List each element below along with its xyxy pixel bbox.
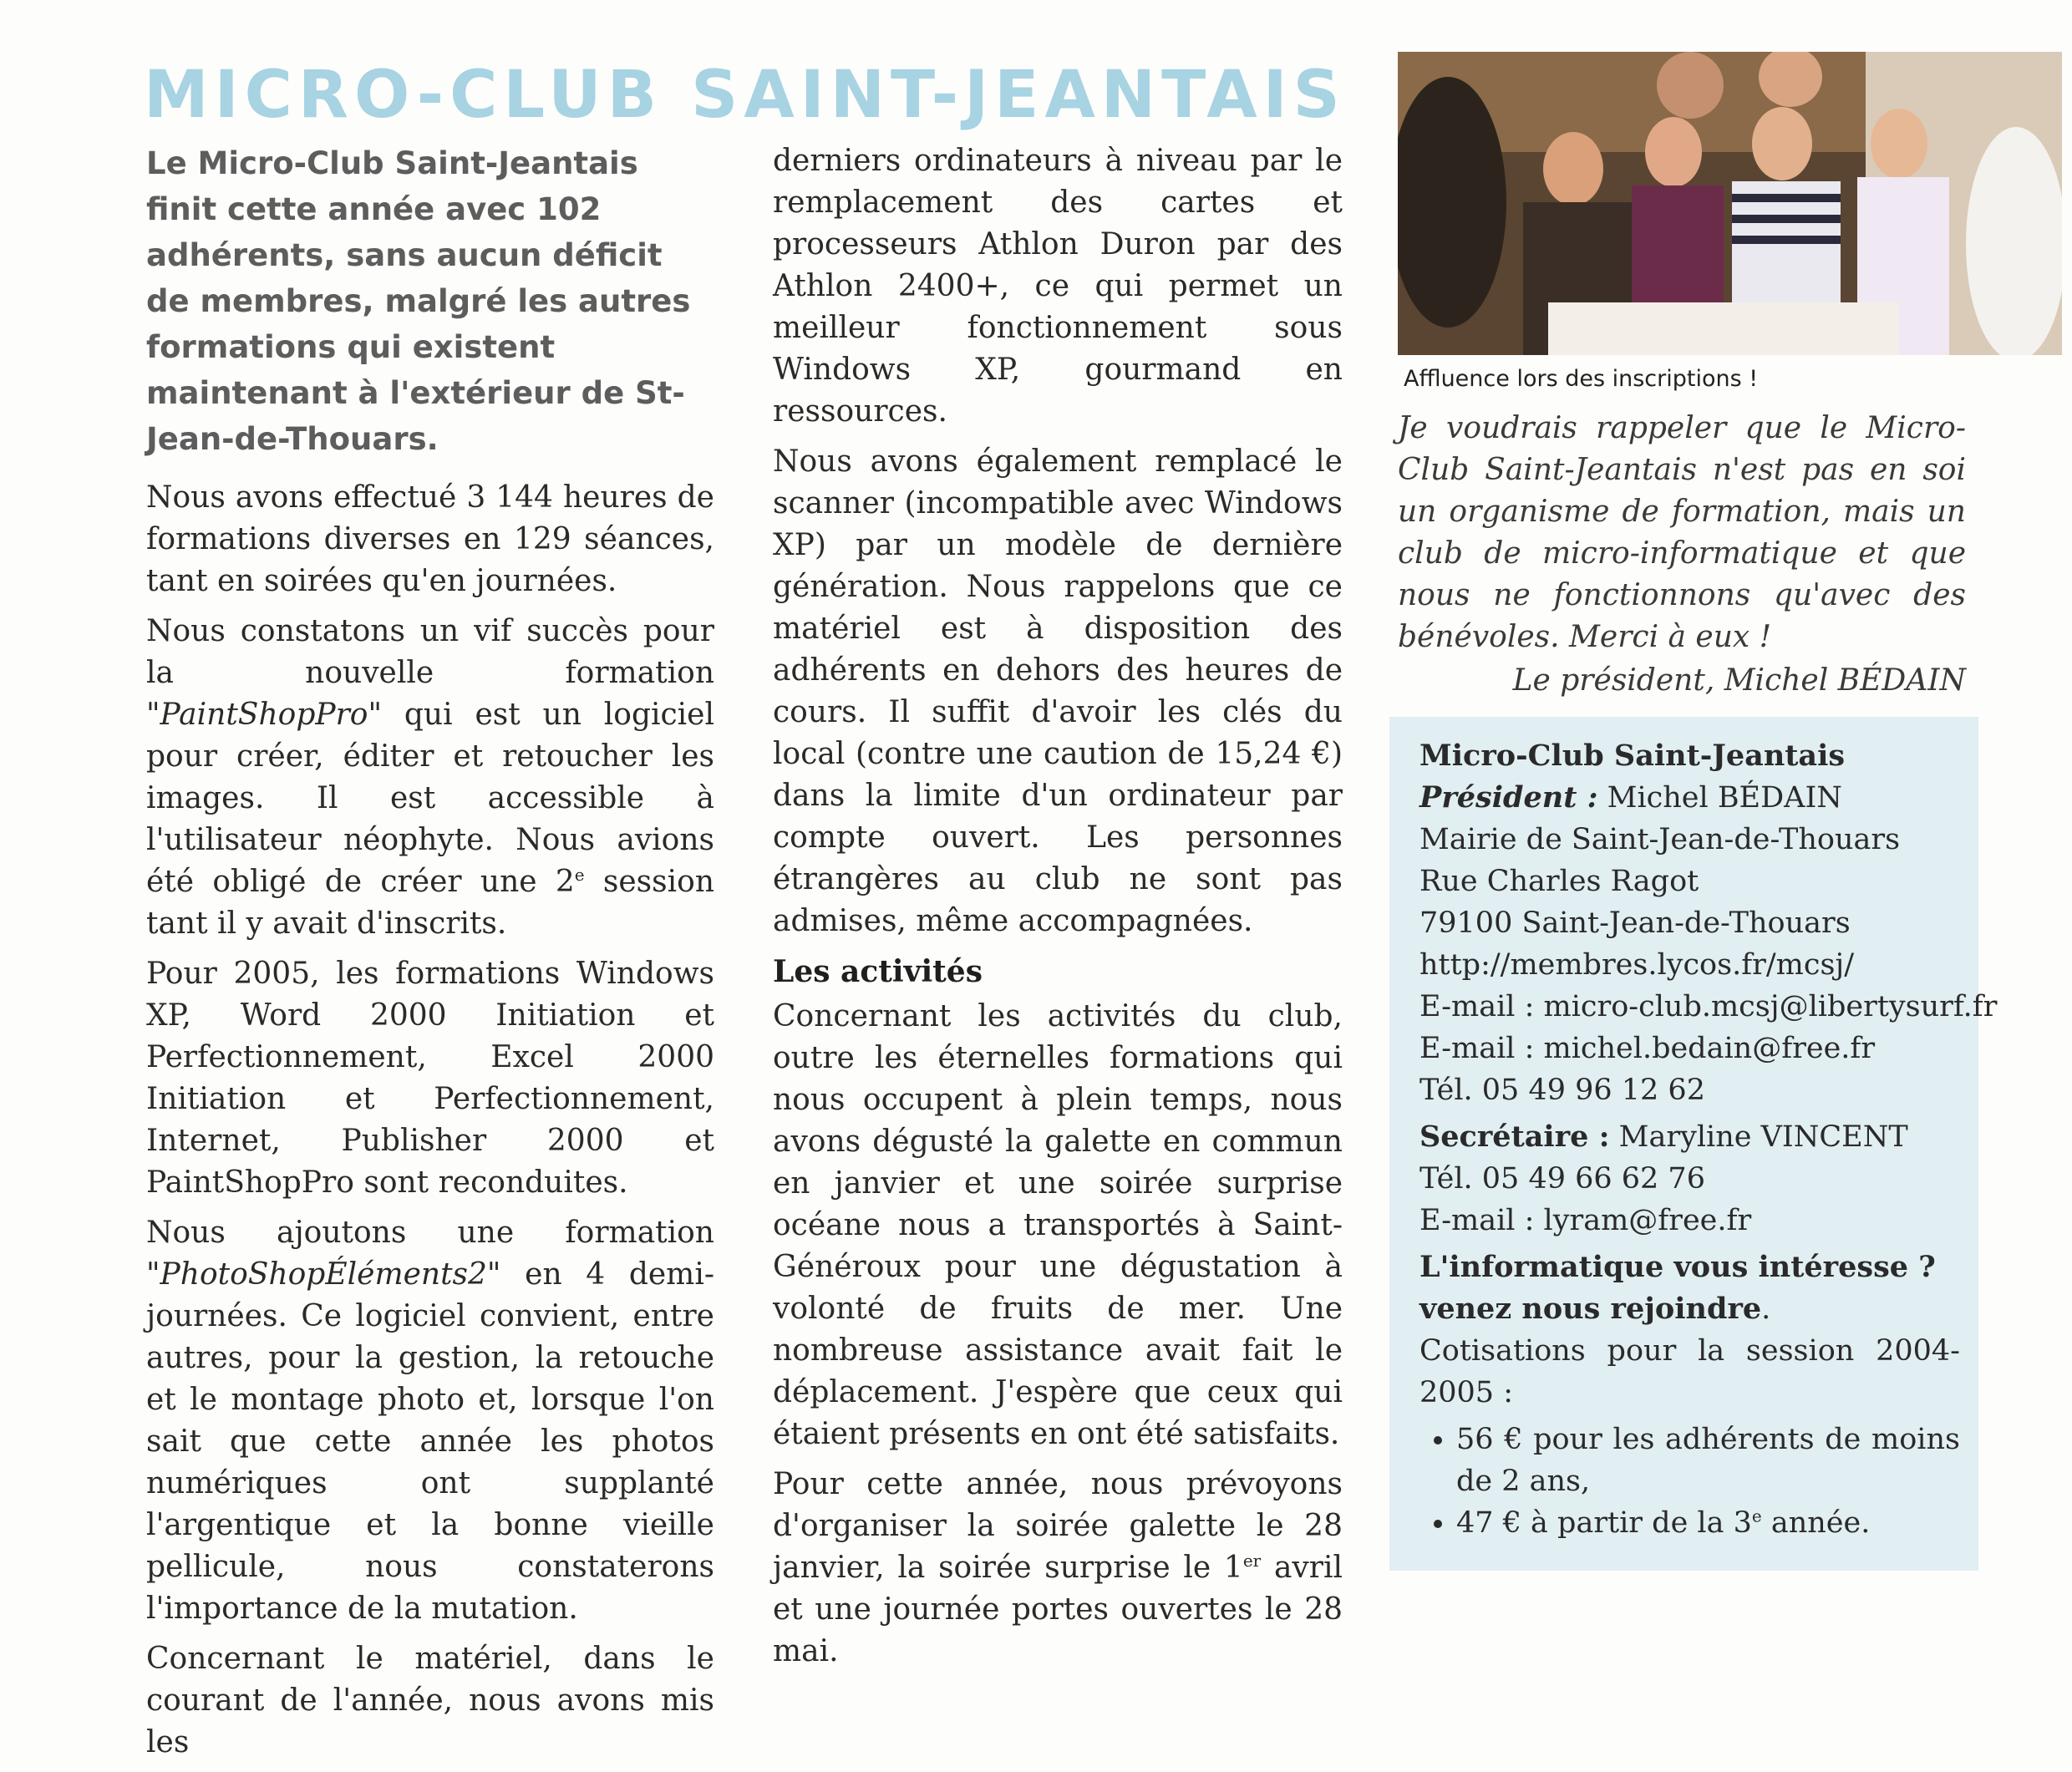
text-run: Pour cette année, nous prévoyons d'organiser la soirée galette le 28 janvier, la soirée surprise le 1	[773, 1467, 1343, 1585]
photo-caption: Affluence lors des inscriptions !	[1404, 366, 1759, 392]
subheading-activites: Les activités	[773, 954, 983, 989]
website-url[interactable]: http://membres.lycos.fr/mcsj/	[1419, 948, 1855, 982]
cta-text: L'informatique vous intéresse ? venez nous rejoindre	[1419, 1250, 1936, 1326]
paragraph-prevision	[773, 1464, 1343, 1673]
column-middle	[773, 140, 1343, 1681]
address-line-1: Mairie de Saint-Jean-de-Thouars	[1419, 823, 1901, 856]
paragraph-photoshop	[146, 1212, 714, 1630]
join-call-to-action	[1419, 1246, 1960, 1330]
superscript: e	[574, 865, 585, 885]
text-run: Nous ajoutons une formation	[146, 1216, 714, 1250]
cotisation-item	[1456, 1502, 1960, 1544]
article-title: MICRO-CLUB SAINT-JEANTAIS	[144, 58, 1346, 133]
phone-president: Tél. 05 49 96 12 62	[1419, 1074, 1705, 1107]
cotisation-item: • 56 € pour les adhérents de moins de 2 ans,	[1456, 1419, 1960, 1502]
contact-info-box	[1389, 717, 1998, 1571]
cotisations-list	[1419, 1419, 1960, 1544]
lead-paragraph: Le Micro-Club Saint-Jeantais finit cette année avec 102 adhérents, sans aucun déficit de membres, malgré les autres formations qui existent maintenant à l'extérieur de St-Jean-de-Thouars.	[146, 145, 691, 457]
paragraph-paintshoppro	[146, 611, 714, 945]
text-run: en 4 demi-journées. Ce logiciel convient, entre autres, pour la gestion, la retouche et le montage photo et, lorsque l'on sait que cette année les photos numériques ont supplanté l'argentique et la bonne vieille pellicule, nous constaterons l'importance de la mutation.	[146, 1257, 714, 1626]
superscript: er	[1242, 1551, 1262, 1571]
address-line-3: 79100 Saint-Jean-de-Thouars	[1419, 906, 1851, 940]
president-label: Président :	[1419, 780, 1598, 815]
secretary-name: Maryline VINCENT	[1609, 1120, 1908, 1154]
paragraph-activites: Concernant les activités du club, outre les éternelles formations qui nous occupent à plein temps, nous avons dégusté la galette en commun en janvier et une soirée surprise océane nous a transportés à Saint-Généroux pour une dégustation à volonté de fruits de mer. Une nombreuse assistance avait fait le déplacement. J'espère que ceux qui étaient présents en ont été satisfaits.	[773, 999, 1343, 1451]
address-line-2: Rue Charles Ragot	[1419, 865, 1699, 898]
text-run: qui est un logiciel pour créer, éditer et retoucher les images. Il est accessible à l'utilisateur néophyte. Nous avions été obligé de créer une 2	[146, 698, 714, 899]
paragraph-materiel-cont: derniers ordinateurs à niveau par le remplacement des cartes et processeurs Athlon Duron par des Athlon 2400+, ce qui permet un meilleur fonctionnement sous Windows XP, gourmand en ressources.	[773, 144, 1343, 429]
president-line	[1419, 777, 1960, 819]
email-president[interactable]: E-mail : michel.bedain@free.fr	[1419, 1032, 1876, 1065]
inscriptions-photo	[1398, 52, 2062, 355]
email-secretary[interactable]: E-mail : lyram@free.fr	[1419, 1204, 1752, 1237]
cta-period: .	[1761, 1292, 1771, 1326]
text-run: Nous constatons un vif succès pour la nouvelle formation	[146, 614, 714, 690]
secretary-line	[1419, 1116, 1960, 1158]
text-run: session tant il y avait d'inscrits.	[146, 865, 715, 941]
superscript: e	[1751, 1505, 1762, 1526]
email-club[interactable]: E-mail : micro-club.mcsj@libertysurf.fr	[1419, 990, 1998, 1023]
president-name: Michel BÉDAIN	[1597, 781, 1842, 815]
phone-secretary: Tél. 05 49 66 62 76	[1419, 1162, 1705, 1196]
paragraph-scanner: Nous avons également remplacé le scanner (incompatible avec Windows XP) par un modèle de dernière génération. Nous rappelons que ce matériel est à disposition des adhérents en dehors des heures de cours. Il suffit d'avoir les clés du local (contre une caution de 15,24 €) dans la limite d'un ordinateur par compte ouvert. Les personnes étrangères au club ne sont pas admises, même accompagnées.	[773, 444, 1343, 938]
cotisations-intro: Cotisations pour la session 2004-2005 :	[1419, 1334, 1960, 1409]
president-signature: Le président, Michel BÉDAIN	[1512, 663, 1966, 698]
secretary-label: Secrétaire :	[1419, 1120, 1610, 1154]
software-name: "PhotoShopÉléments2"	[146, 1257, 501, 1292]
paragraph-formations-2005: Pour 2005, les formations Windows XP, Word 2000 Initiation et Perfectionnement, Excel 2000 Initiation et Perfectionnement, Internet, Publisher 2000 et PaintShopPro sont reconduites.	[146, 957, 714, 1200]
paragraph-materiel-start: Concernant le matériel, dans le courant de l'année, nous avons mis les	[146, 1642, 714, 1759]
crowd-photo-illustration	[1398, 52, 2062, 355]
info-title: Micro-Club Saint-Jeantais	[1419, 739, 1846, 773]
president-quote: Je voudrais rappeler que le Micro-Club Saint-Jeantais n'est pas en soi un organisme de formation, mais un club de micro-informatique et que nous ne fonctionnons qu'avec des bénévoles. Merci à eux !	[1398, 411, 1966, 654]
text-run: 47 € à partir de la 3	[1456, 1506, 1752, 1540]
text-run: année.	[1761, 1506, 1871, 1540]
paragraph-hours: Nous avons effectué 3 144 heures de formations diverses en 129 séances, tant en soirées qu'en journées.	[146, 480, 714, 598]
column-left	[146, 140, 714, 1772]
text-run: avril et une journée portes ouvertes le 28 mai.	[773, 1551, 1343, 1668]
software-name: "PaintShopPro"	[146, 698, 383, 732]
